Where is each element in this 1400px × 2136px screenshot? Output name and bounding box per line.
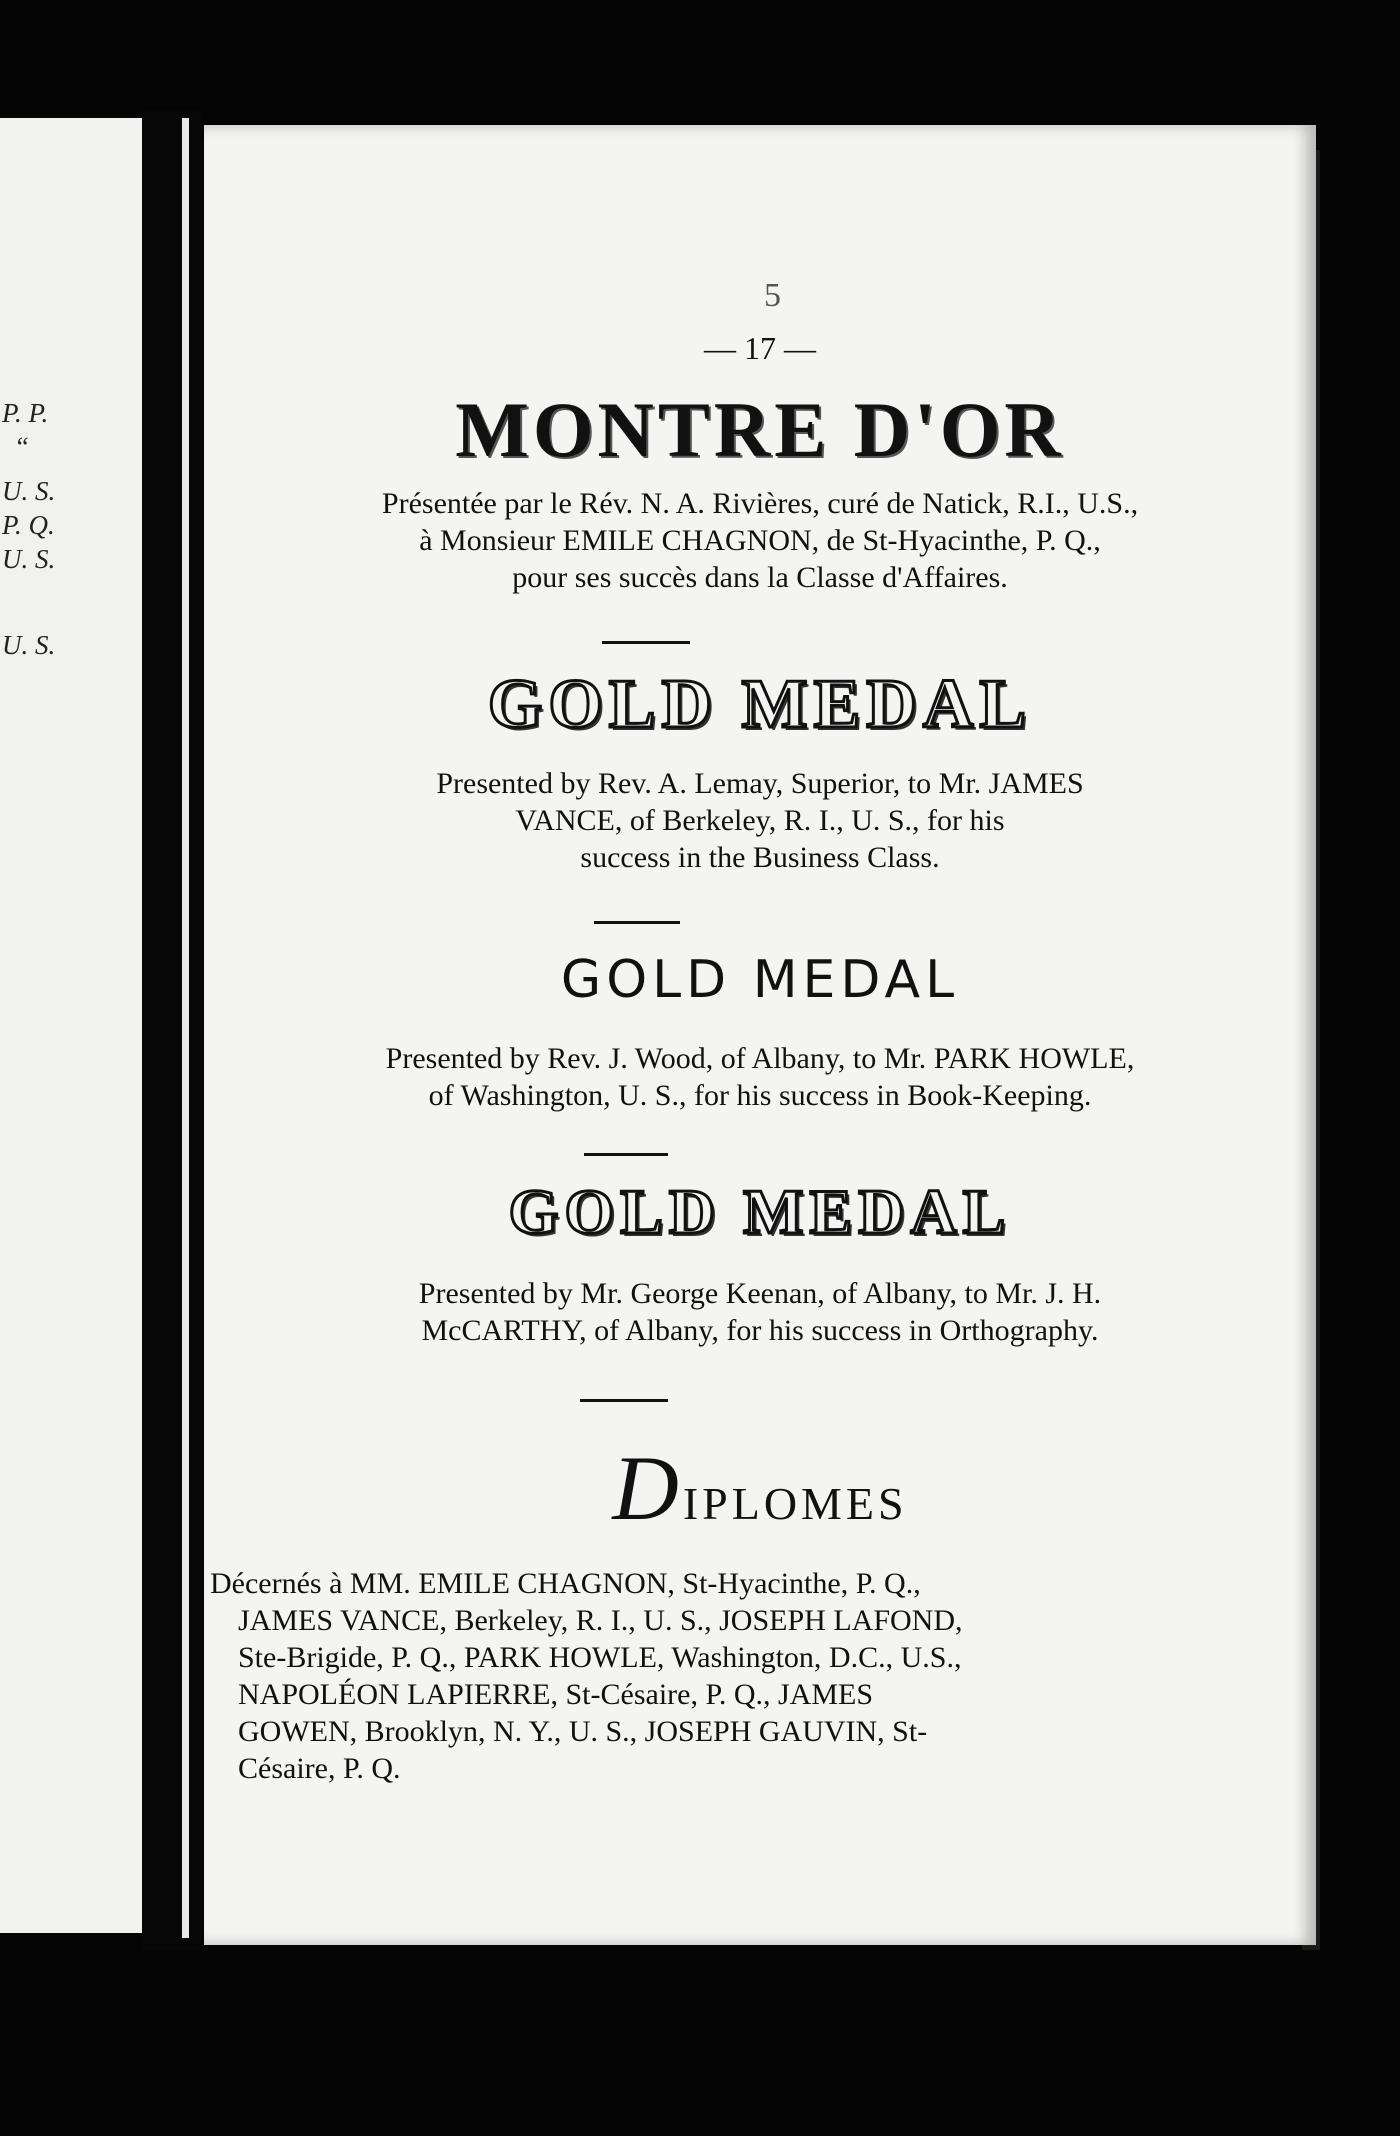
text-line: NAPOLÉON LAPIERRE, St-Césaire, P. Q., JAMES [238, 1678, 874, 1711]
section-title-diplomes [204, 1435, 1316, 1541]
text-line: Presented by Rev. A. Lemay, Superior, to Mr. JAMES [436, 767, 1084, 800]
section-text-gold-medal-2 [204, 1040, 1316, 1114]
text-line: Presented by Rev. J. Wood, of Albany, to Mr. PARK HOWLE, [385, 1042, 1135, 1075]
document-page [204, 125, 1316, 1945]
section-title-gold-medal-1: GOLD MEDAL [487, 666, 1033, 743]
text-line: Presented by Mr. George Keenan, of Albany, to Mr. J. H. [418, 1277, 1102, 1310]
previous-page-fragment [0, 118, 142, 1933]
left-page-mark: U. S. [2, 544, 56, 574]
text-line: McCARTHY, of Albany, for his success in Orthography. [421, 1314, 1099, 1347]
section-title-gold-medal-3: GOLD MEDAL [508, 1176, 1012, 1247]
page-gutter [142, 110, 202, 1950]
text-line: of Washington, U. S., for his success in Book-Keeping. [428, 1079, 1092, 1112]
text-line: JAMES VANCE, Berkeley, R. I., U. S., JOSEPH LAFOND, [238, 1604, 963, 1637]
text-line: VANCE, of Berkeley, R. I., U. S., for his [515, 804, 1005, 837]
section-divider [594, 921, 680, 924]
text-line: GOWEN, Brooklyn, N. Y., U. S., JOSEPH GAUVIN, St- [238, 1715, 928, 1748]
section-title-gold-medal-2: GOLD MEDAL [560, 950, 960, 1010]
section-divider [580, 1399, 668, 1402]
title-rest: IPLOMES [682, 1478, 908, 1529]
text-line: Ste-Brigide, P. Q., PARK HOWLE, Washington, D.C., U.S., [238, 1641, 962, 1674]
text-line: Décernés à MM. EMILE CHAGNON, St-Hyacinthe, P. Q., [210, 1567, 921, 1600]
page-number: — 17 — [704, 330, 816, 366]
text-line: à Monsieur EMILE CHAGNON, de St-Hyacinthe, P. Q., [419, 524, 1101, 557]
section-text-montre-dor [204, 485, 1316, 596]
title-initial: D [612, 1437, 683, 1539]
pencil-annotation: 5 [764, 277, 781, 314]
text-line: pour ses succès dans la Classe d'Affaires. [512, 561, 1008, 594]
binding-edge [182, 118, 189, 1938]
section-text-gold-medal-1 [204, 765, 1316, 876]
left-page-mark: U. S. [2, 476, 56, 506]
left-page-mark: “ [14, 432, 30, 462]
section-text-gold-medal-3 [204, 1275, 1316, 1349]
text-line: success in the Business Class. [580, 841, 940, 874]
section-text-diplomes [210, 1565, 1270, 1787]
left-page-mark: P. P. [2, 398, 49, 428]
left-page-mark: U. S. [2, 630, 56, 660]
left-page-mark: P. Q. [2, 510, 55, 540]
section-divider [584, 1153, 668, 1156]
text-line: Présentée par le Rév. N. A. Rivières, curé de Natick, R.I., U.S., [381, 487, 1139, 520]
section-title-montre-dor: MONTRE D'OR [455, 386, 1065, 473]
section-divider [602, 641, 690, 644]
text-line: Césaire, P. Q. [238, 1752, 401, 1785]
